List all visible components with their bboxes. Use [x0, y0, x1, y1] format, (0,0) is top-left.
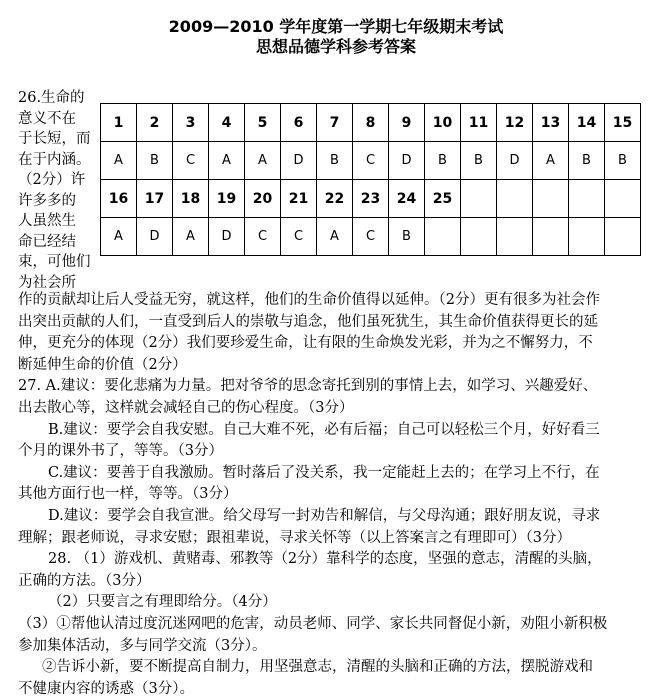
question-number-cell: 7: [317, 104, 353, 142]
q26-left-line: （2分）许: [18, 172, 86, 188]
question-number-cell: [533, 180, 569, 218]
answer-cell: A: [101, 218, 137, 256]
q28-line: 参加集体活动，多与同学交流（3分）。: [18, 637, 267, 654]
answer-cell: B: [605, 142, 641, 180]
question-number-cell: 12: [497, 104, 533, 142]
question-number-cell: 2: [137, 104, 173, 142]
answer-cell: C: [353, 218, 389, 256]
q26-left-line: 于长短，而: [18, 131, 91, 147]
q26-line: 作的贡献却让后人受益无穷，就这样，他们的生命价值得以延伸。（2分）更有很多为社会作: [18, 292, 600, 308]
question-number-cell: 4: [209, 104, 245, 142]
answer-cell: D: [137, 218, 173, 256]
question-number-cell: 14: [569, 104, 605, 142]
answer-cell: A: [317, 218, 353, 256]
answer-cell: B: [137, 142, 173, 180]
table-row: [101, 142, 641, 180]
question-number-cell: 5: [245, 104, 281, 142]
q28-line: ②告诉小新，要不断提高自制力，用坚强意志，清醒的头脑和正确的方法，摆脱游戏和: [42, 659, 593, 676]
q27-line: 出去散心等，这样就会减轻自己的伤心程度。（3分）: [18, 399, 354, 416]
q26-left-line: 束，可他们: [18, 254, 91, 270]
exam-title: 2009—2010 学年度第一学期七年级期末考试: [168, 17, 504, 36]
q28-line: 28. （1）游戏机、黄赌毒、邪教等（2分）靠科学的态度，坚强的意志，清醒的头脑，: [48, 551, 602, 568]
answer-key-table: [100, 103, 641, 256]
question-number-cell: 21: [281, 180, 317, 218]
answer-cell: D: [281, 142, 317, 180]
answer-cell: C: [281, 218, 317, 256]
question-number-cell: 1: [101, 104, 137, 142]
answer-cell: B: [461, 142, 497, 180]
answer-cell: A: [245, 142, 281, 180]
question-number-cell: 19: [209, 180, 245, 218]
q26-line: 断延伸生命的价值（2分）: [18, 356, 187, 373]
q28-line: （2）只要言之有理即给分。（4分）: [48, 594, 277, 611]
answer-cell: B: [317, 142, 353, 180]
q26-left-line: 许多多的: [18, 192, 76, 209]
exam-subtitle: 思想品德学科参考答案: [255, 37, 416, 56]
question-number-cell: 6: [281, 104, 317, 142]
answer-cell: D: [497, 142, 533, 180]
answer-cell: A: [533, 142, 569, 180]
q27-line: C.建议：要善于自我激励。暂时落后了没关系，我一定能赶上去的；在学习上不行，在: [48, 464, 600, 481]
answer-cell: D: [209, 218, 245, 256]
q26-left-line: 意义不在: [18, 110, 76, 127]
q27-line: B.建议：要学会自我安慰。自己大难不死，必有后福；自己可以轻松三个月，好好看三: [48, 421, 600, 438]
q26-line: 出突出贡献的人们，一直受到后人的崇敬与追念，他们虽死犹生，其生命价值获得更长的延: [18, 313, 598, 330]
answer-cell: A: [101, 142, 137, 180]
q28-line: 不健康内容的诱惑（3分）。: [18, 680, 194, 697]
answer-cell: D: [389, 142, 425, 180]
question-number-cell: 17: [137, 180, 173, 218]
question-number-cell: 15: [605, 104, 641, 142]
answer-cell: [461, 218, 497, 256]
answer-cell: [569, 218, 605, 256]
question-number-cell: 18: [173, 180, 209, 218]
answer-cell: [425, 218, 461, 256]
question-number-cell: [497, 180, 533, 218]
question-number-cell: 23: [353, 180, 389, 218]
q26-left-line: 为社会所: [18, 274, 76, 291]
answer-cell: A: [209, 142, 245, 180]
answer-cell: [533, 218, 569, 256]
question-number-cell: [461, 180, 497, 218]
table-row: [101, 180, 641, 218]
q27-line: 其他方面行也一样，等等。（3分）: [18, 486, 238, 503]
answer-cell: [605, 218, 641, 256]
question-number-cell: 11: [461, 104, 497, 142]
question-number-cell: 9: [389, 104, 425, 142]
question-number-cell: [605, 180, 641, 218]
q27-line: 27. A.建议：要化悲痛为力量。把对爷爷的思念寄托到别的事情上去，如学习、兴趣爱好、: [18, 378, 598, 395]
question-number-cell: 13: [533, 104, 569, 142]
q28-line: （3）①帮他认清过度沉迷网吧的危害，动员老师、同学、家长共同督促小新，劝阻小新积极: [18, 615, 608, 632]
answer-cell: A: [173, 218, 209, 256]
answer-cell: B: [425, 142, 461, 180]
question-number-cell: 16: [101, 180, 137, 218]
q28-line: 正确的方法。（3分）: [18, 572, 151, 589]
question-number-cell: 20: [245, 180, 281, 218]
table-row: [101, 218, 641, 256]
question-number-cell: 8: [353, 104, 389, 142]
answer-cell: C: [353, 142, 389, 180]
q26-line: 伸，更充分的体现（2分）我们要珍爱生命，让有限的生命焕发光彩，并为之不懈努力，不: [18, 335, 593, 352]
q26-left-line: 26.生命的: [18, 90, 85, 106]
answer-cell: B: [389, 218, 425, 256]
answer-cell: B: [569, 142, 605, 180]
q26-left-line: 在于内涵。: [18, 151, 91, 168]
table-row: [101, 104, 641, 142]
q26-left-column: [18, 88, 100, 293]
q26-left-line: 人虽然生: [18, 213, 76, 229]
q27-line: 个月的课外书了，等等。（3分）: [18, 443, 223, 460]
answer-cell: C: [173, 142, 209, 180]
answer-body: [18, 290, 658, 700]
q27-line: D.建议：要学会自我宣泄。给父母写一封劝告和解信，与父母沟通；跟好朋友说，寻求: [48, 507, 601, 524]
q26-left-line: 命已经结: [18, 233, 76, 250]
question-number-cell: 3: [173, 104, 209, 142]
question-number-cell: [569, 180, 605, 218]
q27-line: 理解；跟老师说，寻求安慰；跟祖辈说，寻求关怀等（以上答案言之有理即可）（3分）: [18, 529, 571, 546]
answer-cell: C: [245, 218, 281, 256]
question-number-cell: 24: [389, 180, 425, 218]
question-number-cell: 25: [425, 180, 461, 218]
question-number-cell: 10: [425, 104, 461, 142]
answer-cell: [497, 218, 533, 256]
question-number-cell: 22: [317, 180, 353, 218]
